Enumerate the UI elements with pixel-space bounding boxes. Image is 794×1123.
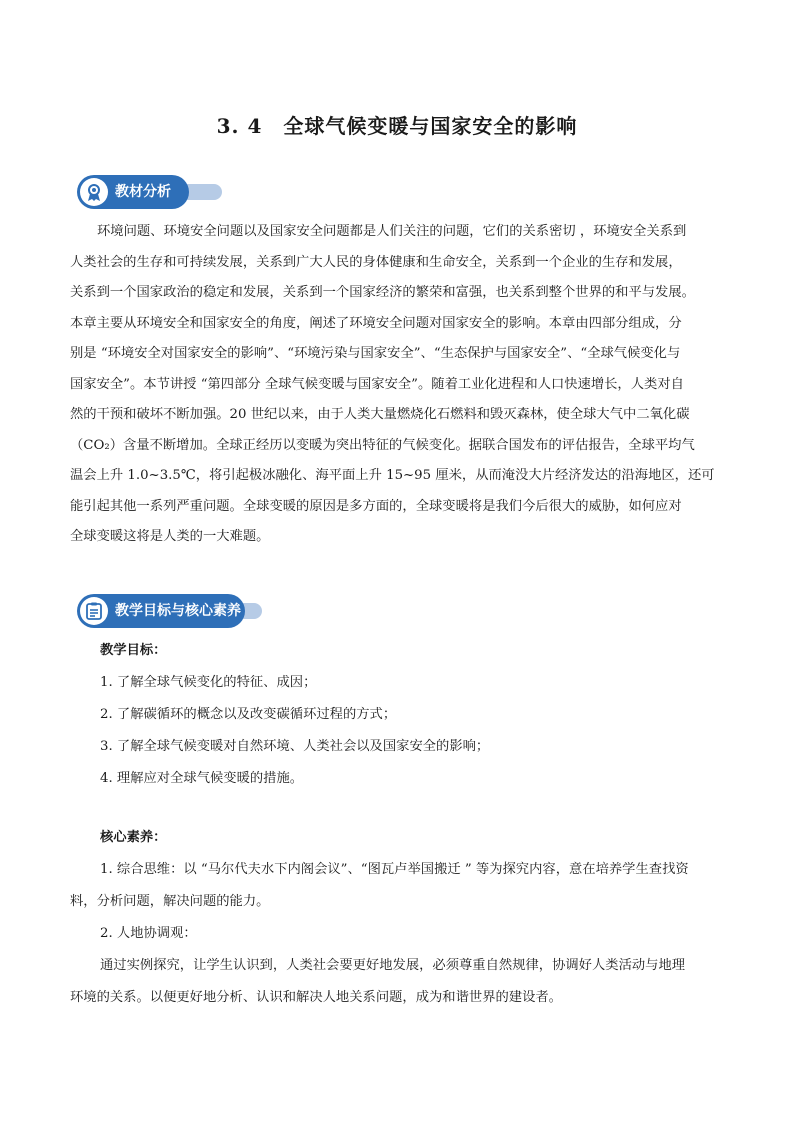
text-line: 料，分析问题，解决问题的能力。 [70, 894, 270, 909]
text-line: 环境的关系。以便更好地分析、认识和解决人地关系问题，成为和谐世界的建设者。 [70, 990, 562, 1005]
goal-item: 3. 了解全球气候变暖对自然环境、人类社会以及国家安全的影响； [100, 739, 490, 754]
text-line: 全球变暖这将是人类的一大难题。 [70, 529, 270, 544]
teaching-goals [100, 635, 489, 795]
text-line: 环境问题、环境安全问题以及国家安全问题都是人们关注的问题，它们的关系密切 ，环境安全关系到 [97, 224, 687, 239]
section-header-textbook-analysis [77, 175, 227, 209]
goal-item: 1. 了解全球气候变化的特征、成因； [100, 675, 317, 690]
core-heading: 核心素养： [100, 830, 167, 845]
text-line: 本章主要从环境安全和国家安全的角度，阐述了环境安全问题对国家安全的影响。本章由四部分组成，分 [70, 315, 682, 331]
text-line: 国家安全”。本节讲授 “第四部分 全球气候变暖与国家安全”。随着工业化进程和人口快速增长，人类对自 [70, 376, 684, 392]
text-line: 关系到一个国家政治的稳定和发展，关系到一个国家经济的繁荣和富强，也关系到整个世界的和平与发展。 [70, 285, 695, 300]
text-line: （CO₂）含量不断增加。全球正经历以变暖为突出特征的气候变化。据联合国发布的评估报告，全球平均气 [70, 437, 695, 453]
text-line: 温会上升 1.0~3.5℃，将引起极冰融化、海平面上升 15~95 厘米，从而淹没大片经济发达的沿海地区，还可 [70, 468, 715, 483]
text-line: 1. 综合思维：以 “马尔代夫水下内阁会议”、“图瓦卢举国搬迁 ” 等为探究内容，意在培养学生查找资 [100, 862, 689, 877]
text-line: 别是 “环境安全对国家安全的影响”、“环境污染与国家安全”、“生态保护与国家安全”、“全球气候变化与 [70, 346, 681, 361]
core-literacy [70, 822, 730, 1014]
goal-item: 4. 理解应对全球气候变暖的措施。 [100, 771, 304, 786]
intro-paragraph [70, 217, 730, 553]
text-line: 人类社会的生存和可持续发展，关系到广大人民的身体健康和生命安全，关系到一个企业的生存和发展， [70, 254, 682, 270]
goal-item: 2. 了解碳循环的概念以及改变碳循环过程的方式； [100, 707, 397, 722]
section-label: 教学目标与核心素养 [115, 603, 241, 619]
award-ribbon-icon [80, 178, 108, 206]
section-label: 教材分析 [115, 184, 171, 200]
checklist-icon [80, 597, 108, 625]
section-header-goals-core [77, 594, 267, 628]
core-item-heading: 2. 人地协调观： [100, 926, 197, 941]
text-line: 通过实例探究，让学生认识到，人类社会要更好地发展，必须尊重自然规律，协调好人类活动与地理 [100, 958, 686, 973]
text-line: 然的干预和破坏不断加强。20 世纪以来，由于人类大量燃烧化石燃料和毁灭森林，使全球大气中二氧化碳 [70, 407, 690, 422]
text-line: 能引起其他一系列严重问题。全球变暖的原因是多方面的，全球变暖将是我们今后很大的威胁，如何应对 [70, 498, 682, 514]
page-title: 3. 4 全球气候变暖与国家安全的影响 [216, 114, 578, 138]
goals-heading: 教学目标： [100, 643, 167, 658]
